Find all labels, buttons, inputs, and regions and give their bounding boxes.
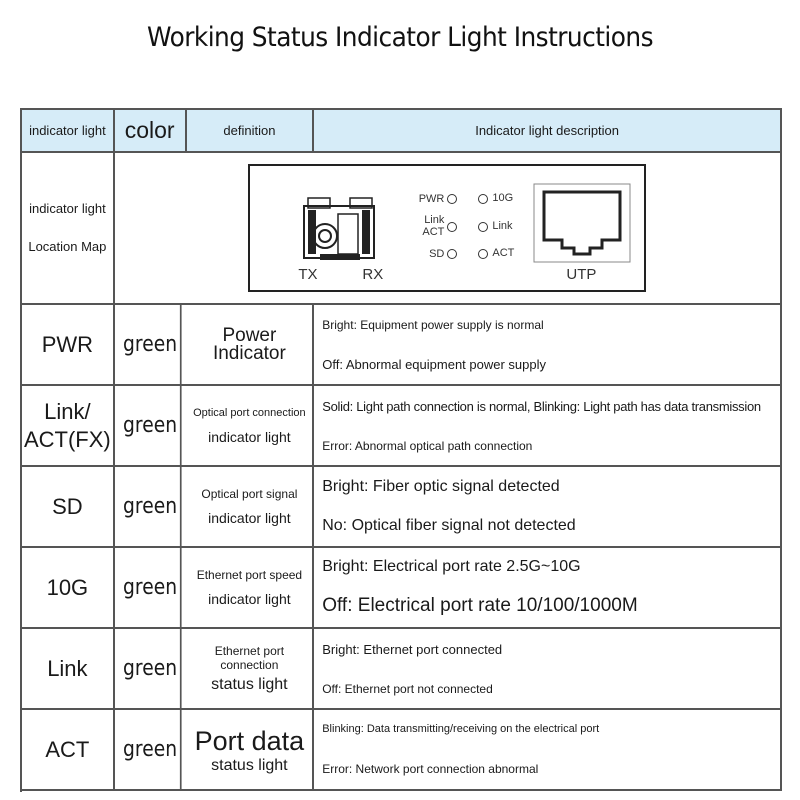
definition-line: Port data: [194, 725, 305, 756]
indicator-definition: [187, 548, 315, 627]
indicator-name: [22, 386, 115, 465]
indicator-name: ACT: [22, 710, 115, 789]
indicator-name-line: ACT(FX): [23, 426, 111, 452]
indicator-color: green: [120, 305, 181, 384]
definition-line: status light: [211, 756, 288, 774]
table-row-link: [22, 629, 782, 710]
led-sd-label: SD: [429, 248, 445, 260]
indicator-color: green: [120, 629, 181, 708]
header-indicator-light: indicator light: [22, 110, 115, 151]
led-link-icon: [478, 222, 488, 232]
definition-line: Optical port connection: [193, 406, 306, 419]
description-line: Off: Ethernet port not connected: [322, 681, 493, 696]
led-sd-icon: [447, 249, 457, 259]
indicator-description: [314, 710, 782, 789]
description-line: Bright: Ethernet port connected: [322, 641, 503, 657]
indicator-description: [314, 305, 782, 384]
location-map-cell: [115, 153, 782, 303]
indicator-description: [314, 629, 782, 708]
led-act-icon: [478, 249, 488, 259]
description-line: Off: Electrical port rate 10/100/1000M: [322, 595, 638, 617]
indicator-description: [314, 467, 782, 546]
indicator-definition: [187, 305, 315, 384]
table-row-link-act-fx: [22, 386, 782, 467]
description-line: No: Optical fiber signal not detected: [322, 517, 576, 535]
indicator-description: [314, 386, 782, 465]
indicator-color: green: [120, 386, 181, 465]
location-map-label-line2: Location Map: [28, 239, 107, 254]
led-linkact-icon: [447, 222, 457, 232]
indicator-definition: [187, 629, 315, 708]
sfp-port-icon: [298, 192, 388, 272]
description-line: Error: Abnormal optical path connection: [322, 438, 533, 453]
description-line: Error: Network port connection abnormal: [322, 761, 539, 776]
indicator-color: green: [120, 548, 181, 627]
tx-label: TX: [298, 266, 318, 283]
description-line: Blinking: Data transmitting/receiving on the electrical port: [322, 723, 600, 736]
indicator-name: 10G: [22, 548, 115, 627]
definition-line: Optical port signal: [201, 486, 298, 501]
header-definition: definition: [187, 110, 315, 151]
definition-line: Ethernet port: [214, 643, 285, 658]
description-line: Solid: Light path connection is normal, Blinking: Light path has data transmission: [322, 398, 761, 414]
page-title: Working Status Indicator Light Instructions: [147, 22, 653, 53]
indicator-color: green: [120, 710, 181, 789]
indicator-table: [20, 108, 782, 792]
table-row-10g: [22, 548, 782, 629]
definition-line: status light: [211, 675, 288, 693]
utp-label: UTP: [566, 266, 597, 283]
table-row-sd: [22, 467, 782, 548]
indicator-name: Link: [22, 629, 115, 708]
led-pwr-icon: [447, 194, 457, 204]
indicator-name: SD: [22, 467, 115, 546]
table-row-pwr: [22, 305, 782, 386]
led-10g-icon: [478, 194, 488, 204]
description-line: Bright: Fiber optic signal detected: [322, 477, 560, 495]
indicator-description: [314, 548, 782, 627]
indicator-name: PWR: [22, 305, 115, 384]
indicator-definition: [187, 386, 315, 465]
rj45-port-icon: [532, 182, 632, 264]
location-map-label-line1: indicator light: [29, 201, 106, 216]
location-map-label: [22, 153, 115, 303]
led-linkact-label: Link ACT: [422, 214, 445, 238]
description-line: Bright: Electrical port rate 2.5G~10G: [322, 557, 581, 575]
header-color: color: [115, 110, 187, 151]
indicator-color: green: [120, 467, 181, 546]
definition-line: indicator light: [208, 428, 291, 445]
led-10g-label: 10G: [492, 192, 514, 204]
definition-line: Ethernet port speed: [196, 567, 303, 582]
definition-line: indicator light: [208, 590, 291, 607]
indicator-name-line: Link/: [44, 398, 91, 424]
table-header-row: [22, 110, 782, 153]
description-line: Off: Abnormal equipment power supply: [322, 356, 546, 372]
definition-line: indicator light: [208, 509, 291, 526]
table-row-act: [22, 710, 782, 791]
led-act-label: ACT: [492, 247, 515, 259]
description-line: Bright: Equipment power supply is normal: [322, 317, 544, 332]
definition-line: connection: [220, 657, 279, 672]
device-front-panel: [248, 164, 646, 292]
led-link-label: Link: [492, 220, 513, 232]
led-pwr-label: PWR: [418, 193, 445, 205]
location-map-row: [22, 153, 782, 305]
header-description: Indicator light description: [314, 110, 782, 151]
rx-label: RX: [362, 266, 384, 283]
definition-line: Power Indicator: [212, 324, 286, 364]
indicator-definition: [187, 467, 315, 546]
indicator-definition: [187, 710, 315, 789]
